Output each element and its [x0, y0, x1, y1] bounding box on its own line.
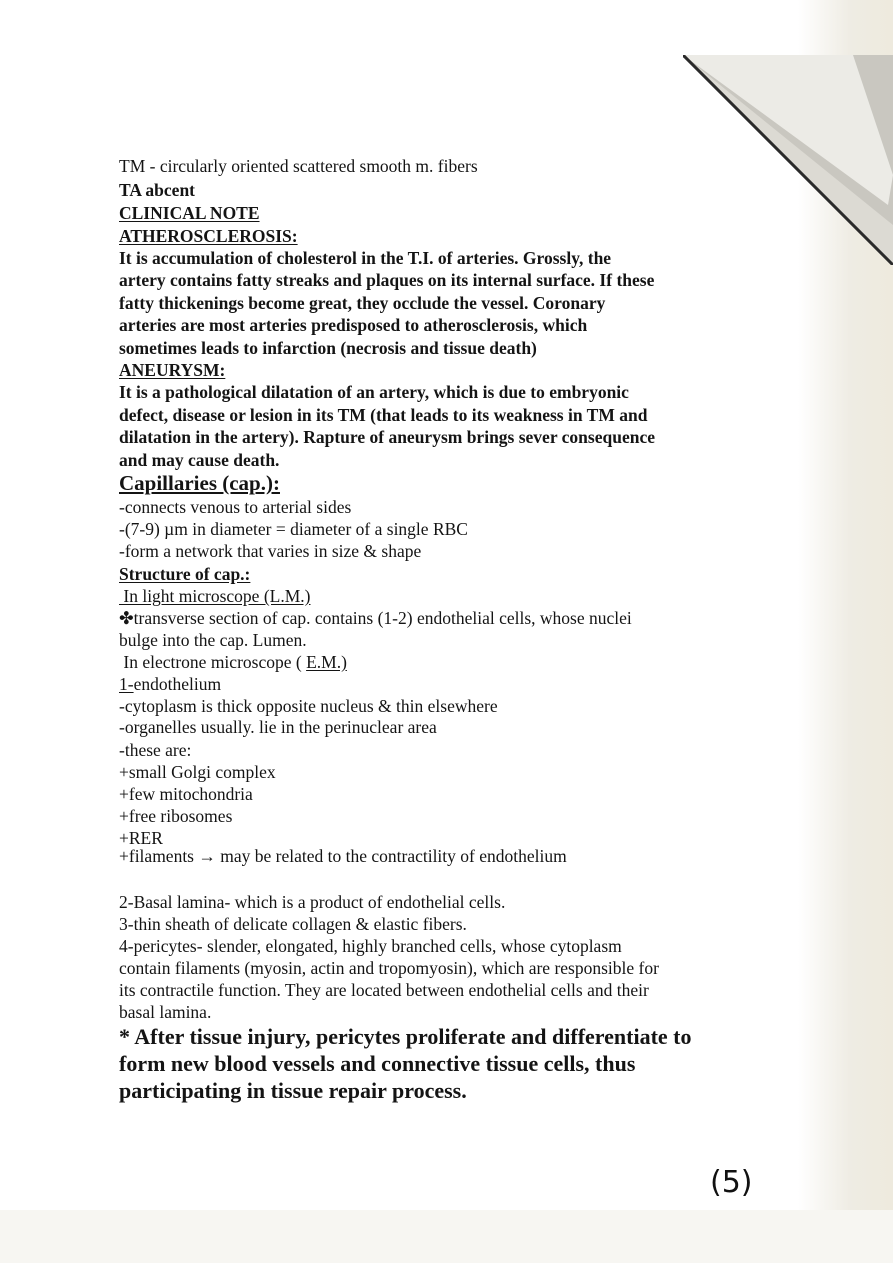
text-line — [119, 674, 221, 694]
emphasis-line: participating in tissue repair process. — [119, 1078, 467, 1103]
emphasis-line: * After tissue injury, pericytes proliferate and differentiate to — [119, 1024, 692, 1049]
section-heading: Structure of cap.: — [119, 564, 251, 584]
text-line: 2-Basal lamina- which is a product of endothelial cells. — [119, 892, 506, 912]
sub-heading-abbr: E.M.) — [306, 652, 347, 672]
sub-heading — [119, 652, 347, 672]
text-line: arteries are most arteries predisposed to atherosclerosis, which — [119, 315, 588, 335]
text-line: artery contains fatty streaks and plaques on its internal surface. If these — [119, 270, 655, 290]
text-line: bulge into the cap. Lumen. — [119, 630, 307, 650]
section-heading: ANEURYSM: — [119, 360, 226, 380]
section-heading: CLINICAL NOTE — [119, 203, 260, 223]
list-number: 1- — [119, 674, 134, 694]
text-line: +filaments → may be related to the contractility of endothelium — [119, 846, 567, 866]
text-line: dilatation in the artery). Rapture of aneurysm brings sever consequence — [119, 427, 655, 447]
emphasis-line: form new blood vessels and connective tissue cells, thus — [119, 1051, 636, 1076]
text-line: 3-thin sheath of delicate collagen & elastic fibers. — [119, 914, 467, 934]
text-line: -(7-9) µm in diameter = diameter of a single RBC — [119, 519, 468, 539]
text-line: -organelles usually. lie in the perinuclear area — [119, 717, 437, 737]
section-heading: Capillaries (cap.): — [119, 471, 280, 495]
text-line: It is accumulation of cholesterol in the T.I. of arteries. Grossly, the — [119, 248, 612, 268]
text-line: contain filaments (myosin, actin and tropomyosin), which are responsible for — [119, 958, 659, 978]
text-line: fatty thickenings become great, they occlude the vessel. Coronary — [119, 293, 606, 313]
text-line: ✤transverse section of cap. contains (1-2) endothelial cells, whose nuclei — [119, 608, 632, 628]
text-line: 4-pericytes- slender, elongated, highly branched cells, whose cytoplasm — [119, 936, 622, 956]
text-line: sometimes leads to infarction (necrosis and tissue death) — [119, 338, 537, 358]
page-bottom-band — [0, 1210, 893, 1263]
text-line: -cytoplasm is thick opposite nucleus & thin elsewhere — [119, 696, 498, 716]
page-number: (5) — [710, 1165, 753, 1200]
text-line: It is a pathological dilatation of an artery, which is due to embryonic — [119, 382, 629, 402]
text-line: +free ribosomes — [119, 806, 233, 826]
text-line: defect, disease or lesion in its TM (that leads to its weakness in TM and — [119, 405, 648, 425]
sub-heading: In light microscope (L.M.) — [119, 586, 311, 606]
text-line: +small Golgi complex — [119, 762, 276, 782]
text-line: TM - circularly oriented scattered smooth m. fibers — [119, 156, 478, 176]
text-line: -these are: — [119, 740, 192, 760]
text-line: -connects venous to arterial sides — [119, 497, 352, 517]
text-line: TA abcent — [119, 180, 195, 200]
sub-heading-text: In electrone microscope ( — [119, 652, 307, 672]
text-line: basal lamina. — [119, 1002, 212, 1022]
section-heading: ATHEROSCLEROSIS: — [119, 226, 298, 246]
text-line: and may cause death. — [119, 450, 280, 470]
text-line: +RER — [119, 828, 163, 848]
text-line: -form a network that varies in size & shape — [119, 541, 422, 561]
text-line: its contractile function. They are located between endothelial cells and their — [119, 980, 649, 1000]
list-text: endothelium — [133, 674, 222, 694]
text-line: +few mitochondria — [119, 784, 253, 804]
page-curl — [683, 55, 893, 265]
